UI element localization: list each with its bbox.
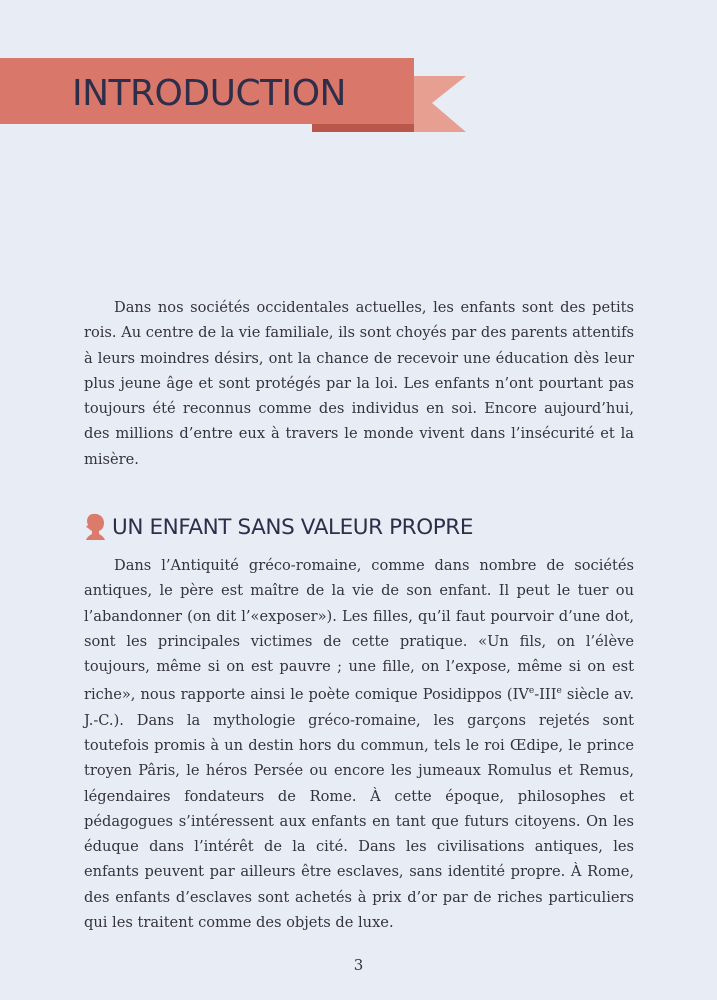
section-paragraph-part1: Dans l’Antiquité gréco-romaine, comme dans nombre de sociétés antiques, le père est maître de la vie de son enfant. Il peut le tuer ou l’abandonner (on dit l’«exposer»). Les filles, qu’il faut pourvoir d’une dot, sont les principales victimes de cette pratique. «Un fils, on l’élève toujours, même si on est pauvre ; une fille, on l’expose, même si on est riche», nous rapporte ainsi le poète comique Posidippos ( <box>84 557 634 704</box>
child-profile-icon <box>84 513 106 541</box>
page-number: 3 <box>353 956 364 974</box>
section-paragraph <box>84 553 634 935</box>
chapter-title: INTRODUCTION <box>72 73 346 114</box>
century-roman-2: III <box>539 686 557 704</box>
intro-paragraph: Dans nos sociétés occidentales actuelles, les enfants sont des petits rois. Au centre de la vie familiale, ils sont choyés par des parents attentifs à leurs moindres désirs, ont la chance de recevoir une éducation dès leur plus jeune âge et sont protégés par la loi. Les enfants n’ont pourtant pas toujours été reconnus comme des individus en soi. Encore aujourd’hui, des millions d’entre eux à travers le monde vivent dans l’insécurité et la misère. <box>84 299 634 468</box>
century-superscript-2: e <box>556 686 562 697</box>
century-dash: - <box>534 686 540 704</box>
section-heading <box>84 510 473 544</box>
century-superscript-1: e <box>528 686 535 697</box>
section-title: UN ENFANT SANS VALEUR PROPRE <box>112 514 474 540</box>
section-paragraph-part2: siècle av. J.-C.). Dans la mythologie gréco-romaine, les garçons rejetés sont toutefois promis à un destin hors du commun, tels le roi Œdipe, le prince troyen Pâris, le héros Persée ou encore les jumeaux Romulus et Remus, légendaires fondateurs de Rome. À cette époque, philosophes et pédagogues s’intéressent aux enfants en tant que futurs citoyens. On les éduque dans l’intérêt de la cité. Dans les civilisations antiques, les enfants peuvent par ailleurs être esclaves, sans identité propre. À Rome, des enfants d’esclaves sont achetés à prix d’or par de riches particuliers qui les traitent comme des objets de luxe. <box>84 686 634 932</box>
century-roman-1: IV <box>512 686 529 704</box>
